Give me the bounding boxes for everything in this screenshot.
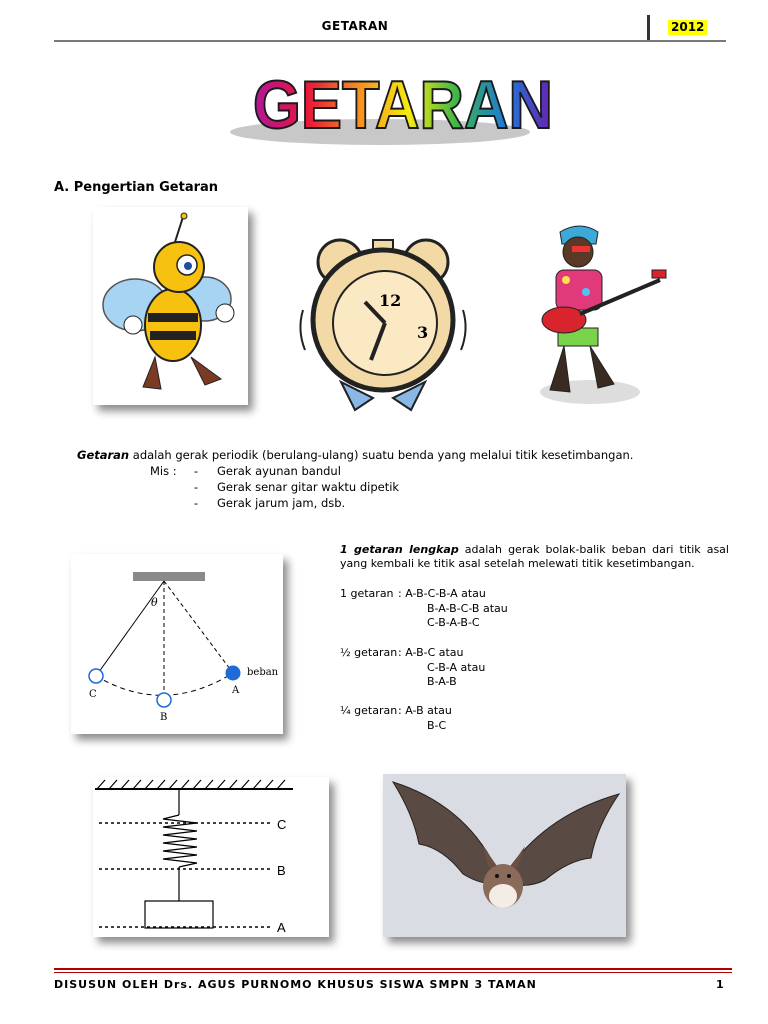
oscillation-term: 1 getaran lengkap: [340, 543, 459, 556]
list-item: Gerak senar gitar waktu dipetik: [217, 480, 400, 494]
oscillation-quarter: [340, 704, 452, 733]
header-separator: [647, 15, 650, 42]
beban-label: beban: [247, 667, 279, 678]
oscillation-path: B-A-B-C-B atau: [427, 601, 508, 615]
oscillation-rest: adalah gerak bolak-balik beban dari titik asal yang kembali ke titik asal setelah melewati titik kesetimbangan.: [340, 543, 729, 570]
page-number: 1: [716, 978, 724, 991]
monkey-guitar-icon: [520, 220, 670, 410]
point-c: C: [89, 689, 97, 700]
banner-wordart: [215, 52, 585, 152]
list-dash: -: [194, 496, 199, 510]
clock-3: 3: [417, 323, 429, 342]
oscillation-label: ¼ getaran: [340, 704, 398, 717]
oscillation-path: C-B-A-B-C: [427, 616, 480, 630]
pendulum-diagram: [71, 554, 283, 734]
bee-image: [93, 207, 248, 405]
oscillation-path: : A-B atau: [398, 704, 452, 717]
oscillation-path: B-A-B: [427, 675, 457, 689]
point-a: A: [232, 685, 240, 696]
footer-text: DISUSUN OLEH Drs. AGUS PURNOMO KHUSUS SISWA SMPN 3 TAMAN: [54, 978, 537, 991]
header-year: 2012: [668, 20, 707, 35]
pendulum-icon: [71, 554, 283, 734]
banner-text: GETARAN: [253, 67, 553, 143]
oscillation-path: B-C: [427, 718, 447, 732]
pendulum-angle: θ: [151, 596, 158, 609]
spring-point-c: C: [277, 817, 287, 832]
list-dash: -: [194, 480, 199, 494]
list-dash: -: [194, 464, 199, 478]
definition-rest: adalah gerak periodik (berulang-ulang) suatu benda yang melalui titik kesetimbangan.: [129, 448, 634, 462]
definition-text: [77, 447, 717, 463]
oscillation-label: ½ getaran: [340, 646, 398, 659]
header-rule: [54, 40, 726, 42]
definition-term: Getaran: [77, 448, 130, 462]
oscillation-path: : A-B-C-B-A atau: [398, 587, 486, 600]
oscillation-half: [340, 646, 485, 690]
section-title: A. Pengertian Getaran: [54, 180, 219, 195]
spring-icon: [93, 777, 329, 937]
list-item: Gerak jarum jam, dsb.: [217, 496, 346, 510]
oscillation-label: 1 getaran: [340, 587, 394, 600]
oscillation-1: [340, 587, 508, 631]
footer-rule: [54, 968, 732, 970]
list-item: Gerak ayunan bandul: [217, 464, 341, 478]
bat-icon: [383, 774, 626, 937]
alarm-clock-icon: [293, 220, 473, 412]
footer-rule-thin: [54, 972, 732, 973]
point-b: B: [160, 712, 168, 723]
clock-12: 12: [379, 291, 402, 310]
bee-icon: [93, 207, 248, 405]
spring-diagram: [93, 777, 329, 937]
mis-label: Mis :: [150, 464, 177, 478]
spring-point-a: A: [277, 920, 286, 935]
bat-image: [383, 774, 626, 937]
oscillation-path: : A-B-C atau: [398, 646, 464, 659]
spring-point-b: B: [277, 863, 286, 878]
header-title: GETARAN: [321, 19, 389, 33]
oscillation-definition: [340, 543, 729, 571]
oscillation-path: C-B-A atau: [427, 660, 486, 674]
monkey-guitar-image: [520, 220, 670, 410]
